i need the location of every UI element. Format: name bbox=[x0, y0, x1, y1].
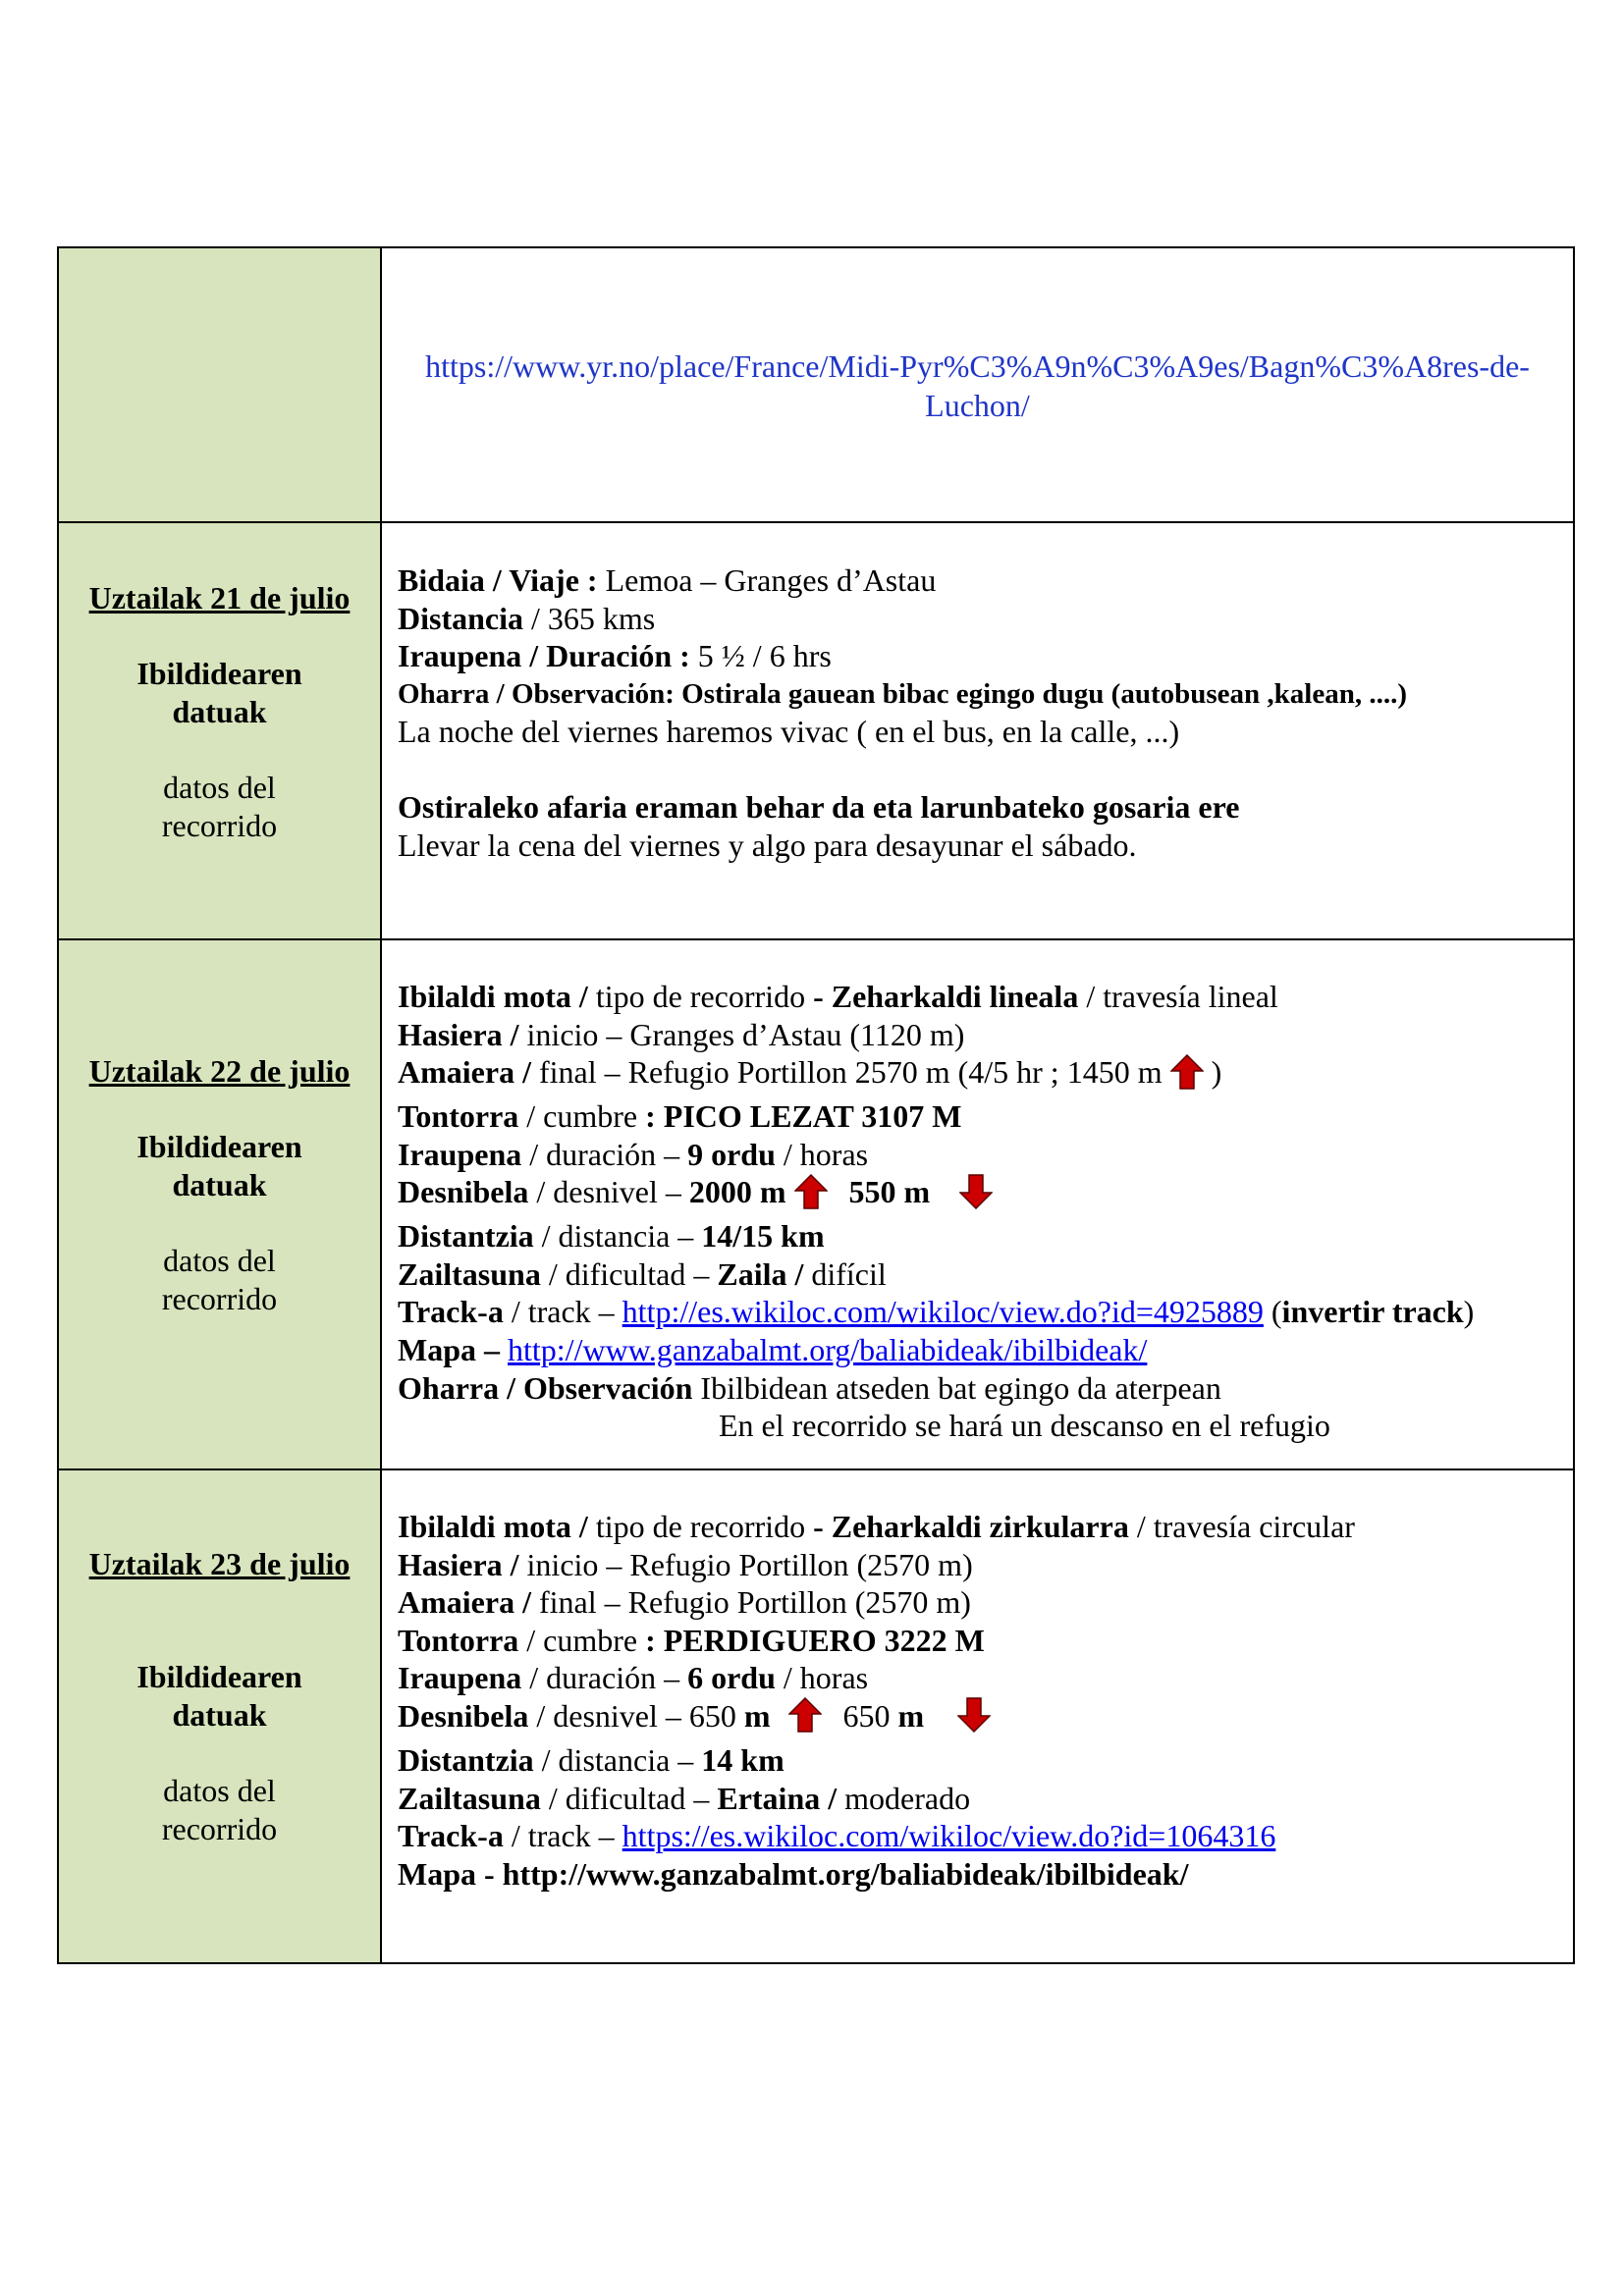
day-21-label-cell bbox=[58, 522, 381, 939]
day-22-track: Track-a / track – http://es.wikiloc.com/wikiloc/view.do?id=4925889 (invertir track) bbox=[398, 1294, 1475, 1330]
day-22-label-eu-2: datuak bbox=[172, 1167, 267, 1202]
arrow-down-icon bbox=[959, 1174, 993, 1218]
day-21-distancia: Distancia / 365 kms bbox=[398, 600, 656, 636]
header-row bbox=[58, 247, 1574, 522]
day-23-label-es-2: recorrido bbox=[161, 1811, 278, 1846]
day-22-mota: Ibilaldi mota / tipo de recorrido - Zeharkaldi lineala / travesía lineal bbox=[398, 979, 1278, 1014]
day-22-oharra: Oharra / Observación Ibilbidean atseden bat egingo da aterpean bbox=[398, 1369, 1221, 1406]
day-22-date: Uztailak 22 de julio bbox=[88, 1053, 351, 1089]
day-22-label-eu-1: Ibildidearen bbox=[136, 1129, 302, 1164]
day-21-afaria-es: Llevar la cena del viernes y algo para desayunar el sábado. bbox=[398, 827, 1137, 863]
day-21-date: Uztailak 21 de julio bbox=[88, 580, 351, 615]
day-21-row bbox=[58, 522, 1574, 939]
day-22-label-es-2: recorrido bbox=[161, 1281, 278, 1316]
arrow-up-icon bbox=[788, 1697, 822, 1741]
day-23-hasiera: Hasiera / inicio – Refugio Portillon (2570 m) bbox=[398, 1546, 973, 1582]
weather-url-line-1[interactable]: https://www.yr.no/place/France/Midi-Pyr%C3%A9n%C3%A9es/Bagn%C3%A8res-de- bbox=[425, 348, 1530, 384]
day-22-mapa: Mapa – http://www.ganzabalmt.org/baliabideak/ibilbideak/ bbox=[398, 1332, 1148, 1368]
day-22-zailtasuna: Zailtasuna / dificultad – Zaila / difícil bbox=[398, 1255, 887, 1292]
day-22-details-cell bbox=[381, 939, 1574, 1469]
day-22-label-es-1: datos del bbox=[163, 1243, 276, 1278]
day-21-iraupena: Iraupena / Duración : 5 ½ / 6 hrs bbox=[398, 638, 832, 674]
day-21-details-cell bbox=[381, 522, 1574, 939]
day-23-mapa: Mapa - http://www.ganzabalmt.org/baliabideak/ibilbideak/ bbox=[398, 1855, 1189, 1892]
day-22-distantzia: Distantzia / distancia – 14/15 km bbox=[398, 1218, 825, 1255]
arrow-up-icon bbox=[794, 1174, 828, 1218]
day-22-mapa-link[interactable]: http://www.ganzabalmt.org/baliabideak/ibilbideak/ bbox=[508, 1332, 1148, 1368]
day-23-track: Track-a / track – https://es.wikiloc.com/wikiloc/view.do?id=1064316 bbox=[398, 1818, 1276, 1854]
day-21-oharra-es: La noche del viernes haremos vivac ( en el bus, en la calle, ...) bbox=[398, 714, 1180, 750]
arrow-up-icon bbox=[1170, 1054, 1204, 1098]
day-23-distantzia: Distantzia / distancia – 14 km bbox=[398, 1741, 784, 1778]
day-22-oharra-es: En el recorrido se hará un descanso en el refugio bbox=[719, 1408, 1330, 1444]
day-23-track-link[interactable]: https://es.wikiloc.com/wikiloc/view.do?id=1064316 bbox=[622, 1818, 1276, 1854]
day-23-details-cell bbox=[381, 1469, 1574, 1963]
day-23-date: Uztailak 23 de julio bbox=[88, 1546, 351, 1581]
day-21-label-eu-2: datuak bbox=[172, 694, 267, 729]
day-22-hasiera: Hasiera / inicio – Granges d’Astau (1120 m) bbox=[398, 1016, 965, 1052]
arrow-down-icon bbox=[957, 1697, 991, 1741]
itinerary-table bbox=[57, 246, 1575, 1964]
day-22-desnibela: Desnibela / desnivel – 2000 m 550 m bbox=[398, 1173, 1557, 1217]
day-23-mota: Ibilaldi mota / tipo de recorrido - Zeharkaldi zirkularra / travesía circular bbox=[398, 1509, 1355, 1544]
day-23-iraupena: Iraupena / duración – 6 ordu / horas bbox=[398, 1660, 869, 1696]
day-23-label-eu-1: Ibildidearen bbox=[136, 1659, 302, 1694]
day-21-bidaia: Bidaia / Viaje : Lemoa – Granges d’Astau bbox=[398, 562, 937, 598]
day-23-zailtasuna: Zailtasuna / dificultad – Ertaina / moderado bbox=[398, 1780, 971, 1816]
day-23-amaiera: Amaiera / final – Refugio Portillon (2570 m) bbox=[398, 1584, 971, 1621]
day-23-label-cell bbox=[58, 1469, 381, 1963]
day-21-afaria-eu: Ostiraleko afaria eraman behar da eta larunbateko gosaria ere bbox=[398, 788, 1240, 825]
day-21-label-eu-1: Ibildidearen bbox=[136, 656, 302, 691]
header-left-cell bbox=[58, 247, 381, 522]
day-22-label-cell bbox=[58, 939, 381, 1469]
day-22-tontorra: Tontorra / cumbre : PICO LEZAT 3107 M bbox=[398, 1098, 962, 1135]
day-22-iraupena: Iraupena / duración – 9 ordu / horas bbox=[398, 1136, 869, 1172]
day-23-tontorra: Tontorra / cumbre : PERDIGUERO 3222 M bbox=[398, 1622, 985, 1658]
day-23-row bbox=[58, 1469, 1574, 1963]
weather-url-line-2[interactable]: Luchon/ bbox=[925, 388, 1030, 423]
day-23-desnibela: Desnibela / desnivel – 650 m 650 m bbox=[398, 1697, 1557, 1741]
day-21-oharra: Oharra / Observación: Ostirala gauean bibac egingo dugu (autobusean ,kalean, ....) bbox=[398, 677, 1407, 710]
day-21-label-es-1: datos del bbox=[163, 770, 276, 805]
day-22-row bbox=[58, 939, 1574, 1469]
day-22-track-link[interactable]: http://es.wikiloc.com/wikiloc/view.do?id=4925889 bbox=[622, 1294, 1264, 1330]
day-23-label-es-1: datos del bbox=[163, 1773, 276, 1808]
header-right-cell bbox=[381, 247, 1574, 522]
day-22-amaiera: Amaiera / final – Refugio Portillon 2570 m (4/5 hr ; 1450 m ) bbox=[398, 1053, 1557, 1097]
day-21-label-es-2: recorrido bbox=[161, 808, 278, 843]
day-23-label-eu-2: datuak bbox=[172, 1697, 267, 1733]
